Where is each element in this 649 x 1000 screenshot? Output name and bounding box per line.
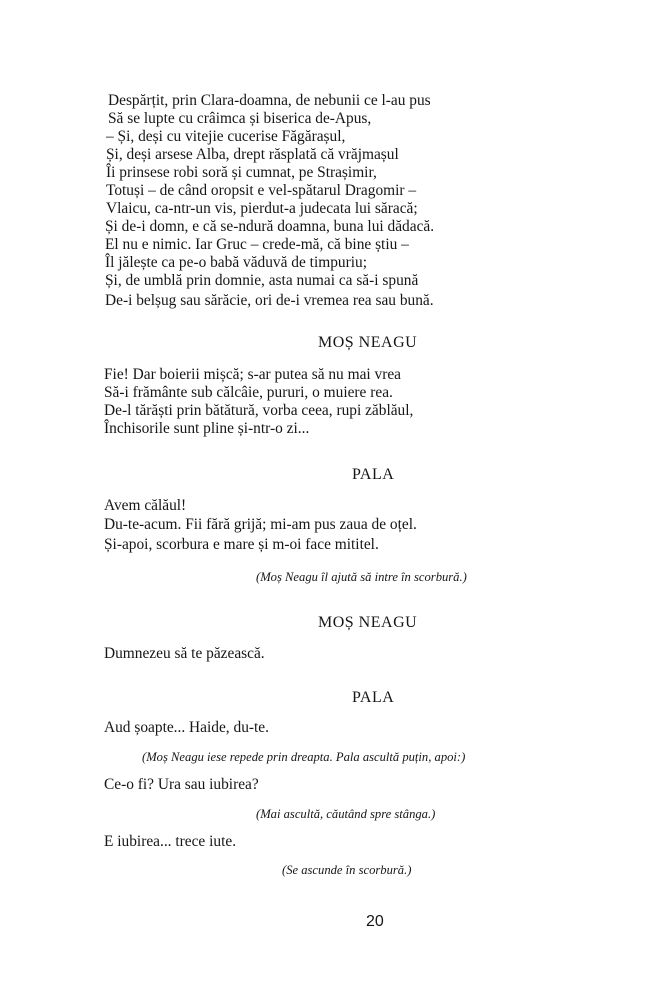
- verse-line: Să se lupte cu crâimca și biserica de-Apus,: [108, 110, 372, 127]
- dialogue-line: Avem călăul!: [104, 497, 187, 514]
- stage-direction: (Se ascunde în scorbură.): [282, 863, 412, 877]
- verse-line: Îl jălește ca pe-o babă văduvă de timpuriu;: [105, 254, 367, 271]
- dialogue-line: Și-apoi, scorbura e mare și m-oi face mititel.: [104, 536, 379, 553]
- verse-line: Și, de umblă prin domnie, asta numai ca să-i spună: [105, 272, 419, 289]
- stage-direction: (Mai ascultă, căutând spre stânga.): [256, 807, 436, 821]
- verse-line: Și, deși arsese Alba, drept răsplată că vrăjmașul: [106, 146, 399, 163]
- dialogue-line: Aud șoapte... Haide, du-te.: [104, 719, 269, 736]
- verse-line: Totuși – de când oropsit e vel-spătarul Dragomir –: [106, 182, 417, 199]
- speaker-name: MOȘ NEAGU: [318, 614, 418, 631]
- dialogue-line: E iubirea... trece iute.: [104, 833, 237, 850]
- verse-line: De-i belșug sau sărăcie, ori de-i vremea rea sau bună.: [105, 292, 434, 309]
- page-number: 20: [366, 913, 384, 930]
- speaker-name: PALA: [352, 689, 395, 706]
- verse-line: El nu e nimic. Iar Gruc – crede-mă, că bine știu –: [105, 236, 409, 253]
- verse-line: Despărțit, prin Clara-doamna, de nebunii ce l-au pus: [108, 92, 431, 109]
- verse-line: Vlaicu, ca-ntr-un vis, pierdut-a judecata lui săracă;: [106, 200, 418, 217]
- verse-line: Îi prinsese robi soră și cumnat, pe Strașimir,: [106, 164, 377, 181]
- speaker-name: MOȘ NEAGU: [318, 334, 418, 351]
- dialogue-line: Să-i frământe sub călcâie, pururi, o muiere rea.: [104, 384, 393, 401]
- dialogue-line: De-l tărăști prin bătătură, vorba ceea, rupi zăblăul,: [104, 402, 414, 419]
- dialogue-line: Du-te-acum. Fii fără grijă; mi-am pus zaua de oțel.: [104, 516, 417, 533]
- verse-line: Și de-i domn, e că se-ndură doamna, buna lui dădacă.: [105, 218, 435, 235]
- verse-line: – Și, deși cu vitejie cucerise Făgărașul,: [106, 128, 346, 145]
- dialogue-line: Ce-o fi? Ura sau iubirea?: [104, 776, 259, 793]
- stage-direction: (Moș Neagu iese repede prin dreapta. Pala ascultă puțin, apoi:): [142, 750, 466, 764]
- stage-direction: (Moș Neagu îl ajută să intre în scorbură.): [256, 570, 467, 584]
- dialogue-line: Fie! Dar boierii mișcă; s-ar putea să nu mai vrea: [104, 366, 402, 383]
- dialogue-line: Închisorile sunt pline și-ntr-o zi...: [104, 420, 310, 437]
- dialogue-line: Dumnezeu să te păzească.: [104, 645, 265, 662]
- speaker-name: PALA: [352, 466, 395, 483]
